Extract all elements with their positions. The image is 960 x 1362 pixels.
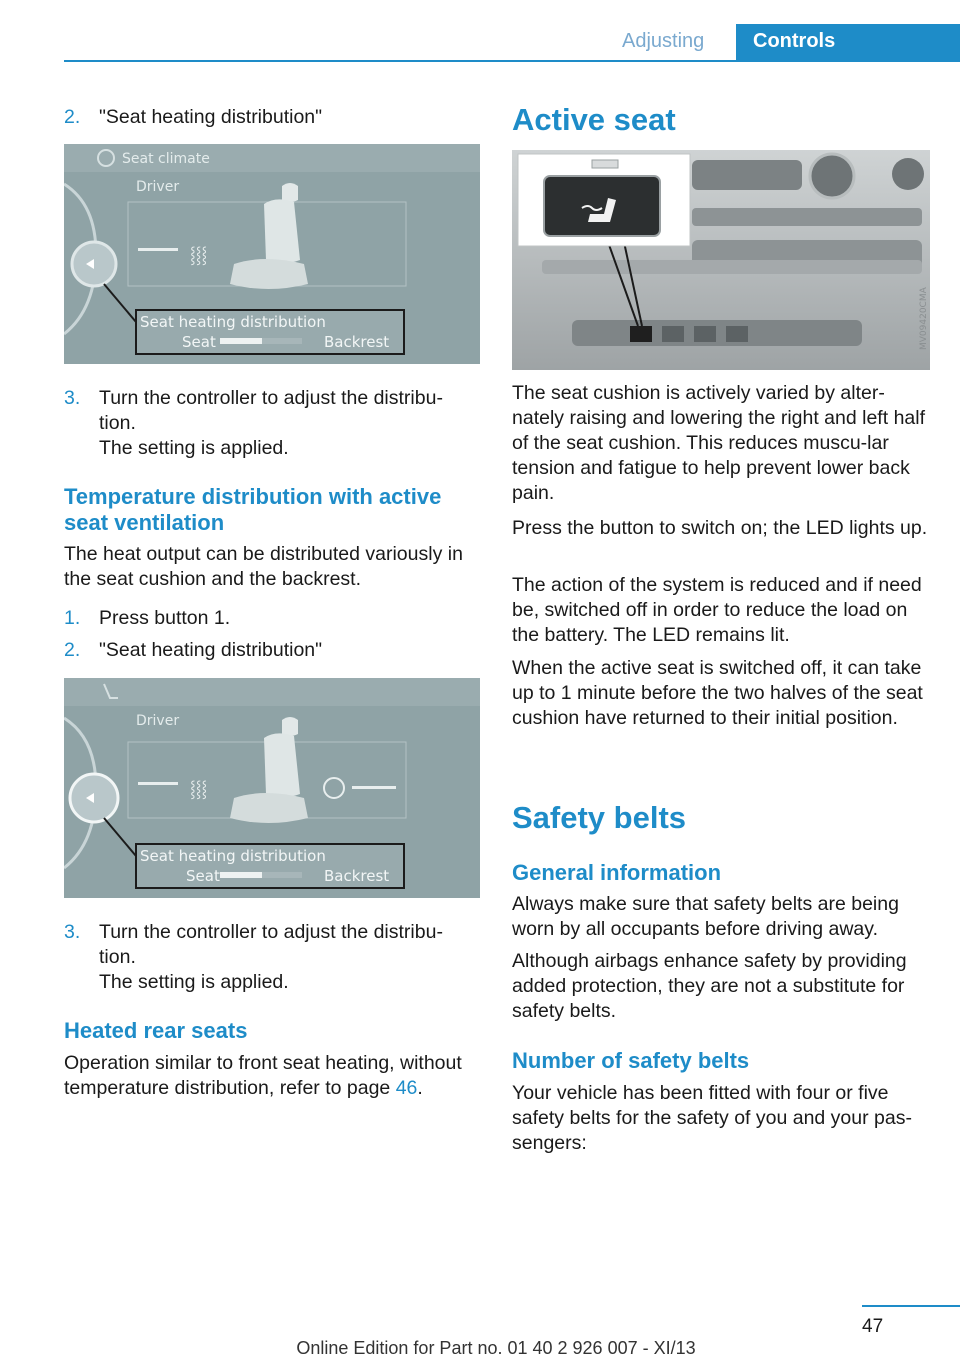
backrest-label: Backrest bbox=[324, 867, 390, 885]
page-number: 47 bbox=[862, 1316, 884, 1337]
footer-rule bbox=[862, 1305, 960, 1307]
header-chapter-label: Controls bbox=[753, 30, 836, 52]
step-2-first bbox=[64, 105, 480, 130]
paragraph-temperature: The heat output can be distributed variously in the seat cushion and the backrest. bbox=[64, 543, 463, 590]
active-seat-button bbox=[630, 326, 652, 342]
figure-seat-climate-screen bbox=[64, 144, 480, 364]
paragraph-active-seat-3: The action of the system is reduced and if need be, switched off in order to reduce the load on the battery. The LED remains lit. bbox=[512, 574, 922, 646]
step-number: 2. bbox=[64, 639, 81, 661]
heading-safety-belts: Safety belts bbox=[512, 800, 687, 835]
step-text: "Seat heating distribution" bbox=[99, 639, 323, 661]
figure-active-seat-button bbox=[512, 150, 930, 370]
header-rule bbox=[64, 60, 960, 62]
step-number: 3. bbox=[64, 921, 81, 943]
step-text: Turn the controller to adjust the distribu-tion. bbox=[99, 921, 443, 968]
screen-driver-label: Driver bbox=[136, 713, 180, 729]
step-number: 2. bbox=[64, 106, 81, 128]
step-text: Press button 1. bbox=[99, 607, 231, 629]
paragraph-active-seat-4: When the active seat is switched off, it can take up to 1 minute before the two halves of the seat cushion have returned to their initial position. bbox=[512, 657, 923, 729]
step-number: 1. bbox=[64, 607, 81, 629]
rear-text-end: . bbox=[417, 1077, 423, 1099]
header-chapter-tab bbox=[736, 24, 960, 62]
page-link-46[interactable]: 46 bbox=[395, 1077, 418, 1099]
paragraph-active-seat-1: The seat cushion is actively varied by alter-nately raising and lowering the right and left half of the seat cushion. This reduces muscu-lar tension and fatigue to help prevent lower back pain. bbox=[512, 382, 926, 504]
step-result: The setting is applied. bbox=[99, 971, 289, 993]
screen-title: Seat climate bbox=[122, 151, 210, 167]
heading-general-information: General information bbox=[512, 860, 722, 885]
step-text: "Seat heating distribution" bbox=[99, 106, 323, 128]
step-1-second bbox=[64, 606, 480, 631]
header-section-adjusting: Adjusting bbox=[622, 30, 705, 52]
seat-label: Seat bbox=[186, 867, 220, 885]
heading-heated-rear-seats: Heated rear seats bbox=[64, 1018, 248, 1043]
step-3-second bbox=[64, 920, 480, 1000]
center-console-illustration bbox=[512, 150, 930, 370]
heading-active-seat: Active seat bbox=[512, 102, 676, 137]
heading-temperature-distribution: Temperature distribution with active seat ventilation bbox=[64, 484, 442, 535]
step-2-second bbox=[64, 638, 480, 663]
paragraph-belts-2: Although airbags enhance safety by providing added protection, they are not a substitute for safety belts. bbox=[512, 950, 907, 1022]
paragraph-rear-seats bbox=[64, 1051, 480, 1101]
distribution-label: Seat heating distribution bbox=[140, 847, 326, 865]
seat-ventilation-illustration bbox=[64, 678, 480, 898]
edition-note: Online Edition for Part no. 01 40 2 926 007 - XI/13 bbox=[296, 1338, 696, 1358]
figure-code: MV09420CMA bbox=[919, 287, 929, 350]
step-number: 3. bbox=[64, 387, 81, 409]
seat-climate-illustration bbox=[64, 144, 480, 364]
svg-text:⸾⸾⸾: ⸾⸾⸾ bbox=[190, 245, 208, 264]
paragraph-active-seat-2: Press the button to switch on; the LED lights up. bbox=[512, 517, 928, 539]
paragraph-belts-1: Always make sure that safety belts are being worn by all occupants before driving away. bbox=[512, 893, 899, 940]
screen-driver-label: Driver bbox=[136, 179, 180, 195]
step-text: Turn the controller to adjust the distribu-tion. bbox=[99, 387, 443, 434]
seat-label: Seat bbox=[182, 333, 216, 351]
heading-number-of-belts: Number of safety belts bbox=[512, 1048, 750, 1073]
step-result: The setting is applied. bbox=[99, 437, 289, 459]
figure-seat-ventilation-screen bbox=[64, 678, 480, 898]
rear-text: Operation similar to front seat heating, without temperature distribution, refer to page bbox=[64, 1052, 462, 1099]
backrest-label: Backrest bbox=[324, 333, 390, 351]
svg-text:⸾⸾⸾: ⸾⸾⸾ bbox=[190, 779, 208, 798]
paragraph-belts-3: Your vehicle has been fitted with four or five safety belts for the safety of you and your pas-sengers: bbox=[512, 1082, 912, 1154]
distribution-label: Seat heating distribution bbox=[140, 313, 326, 331]
step-3-first bbox=[64, 386, 480, 466]
